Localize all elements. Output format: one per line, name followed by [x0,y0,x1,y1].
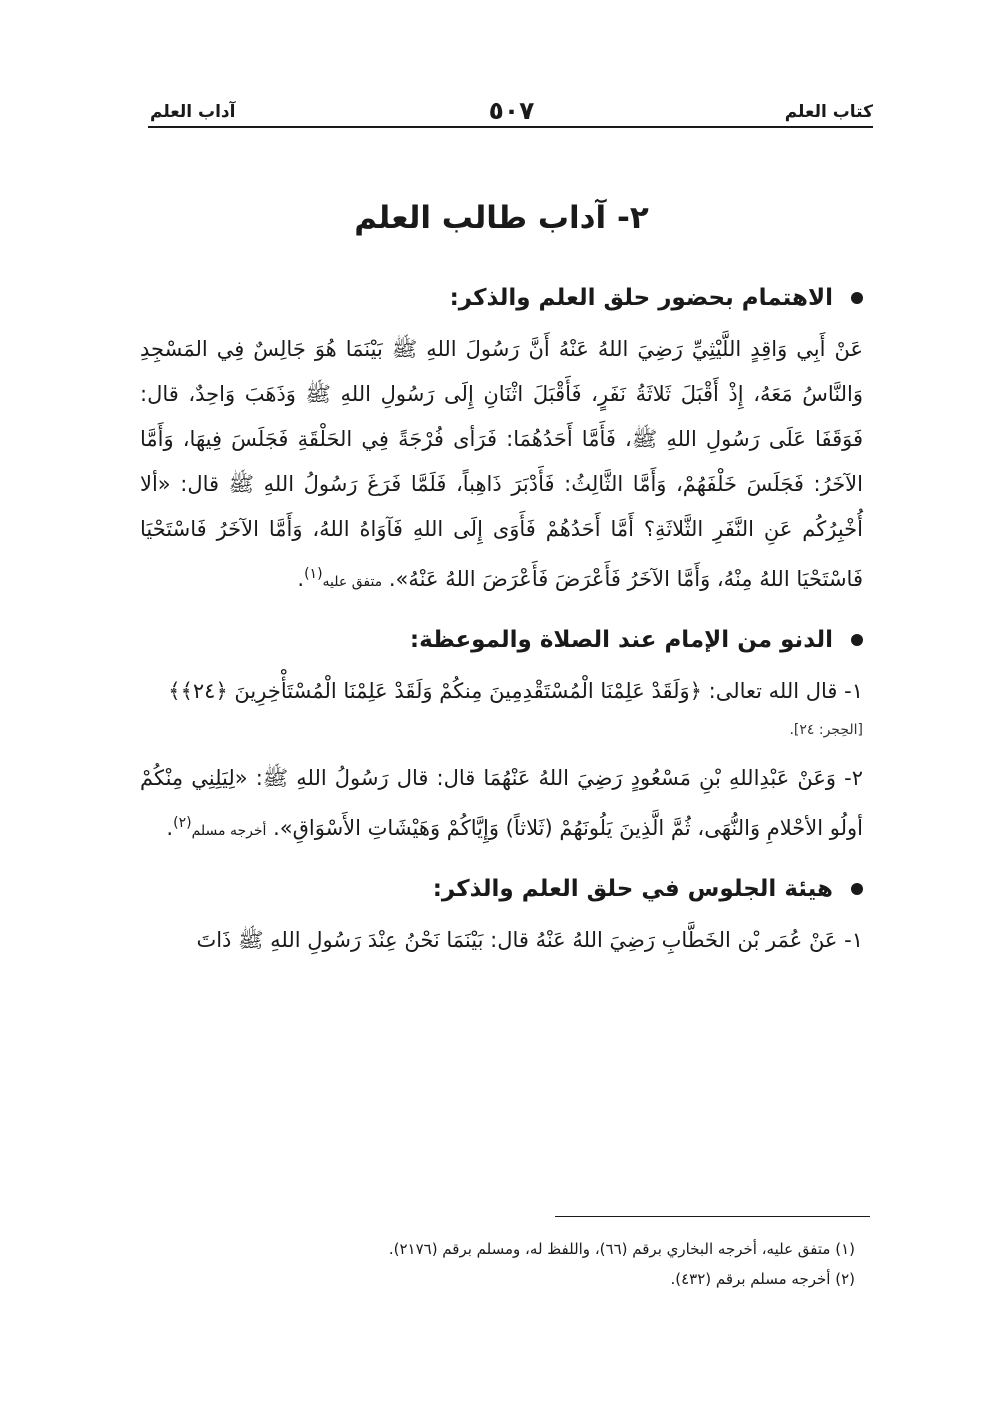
section-heading-text: هيئة الجلوس في حلق العلم والذكر: [432,876,833,902]
page-header [150,96,873,130]
section-heading [140,285,863,311]
chapter-name: آداب العلم [150,102,236,122]
section-heading-text: الدنو من الإمام عند الصلاة والموعظة: [409,627,833,653]
page-title: ٢- آداب طالب العلم [354,200,649,236]
source-note: أخرجه مسلم [191,823,267,839]
main-content [140,285,863,963]
footnote-ref[interactable]: (٢) [173,815,192,831]
book-name: كتاب العلم [784,102,873,122]
footnote: (٢) أخرجه مسلم برقم (٤٣٢). [670,1270,855,1288]
verse-source: [الحِجر: ٢٤]. [789,722,863,738]
bullet-icon [851,883,863,895]
section-heading [140,627,863,653]
footnote-divider [555,1216,870,1217]
header-divider [148,126,873,128]
bullet-icon [851,634,863,646]
hadith-text: ٢- وَعَنْ عَبْدِاللهِ بْنِ مَسْعُودٍ رَضِيَ اللهُ عَنْهُمَا قال: قال رَسُولُ اللهِ ﷺ: «لِيَلِنِي مِنْكُمْ أولُو الأحْلامِ وَالنُّهَى، ثُمَّ الَّذِينَ يَلُونَهُمْ (ثَلاثاً) وَإِيَّاكُمْ وَهَيْشَاتِ الأَسْوَاقِ». [140,766,863,840]
footnote-ref[interactable]: (١) [304,566,323,582]
hadith-paragraph: عَنْ أَبِي وَاقِدٍ اللَّيْثِيِّ رَضِيَ اللهُ عَنْهُ أَنَّ رَسُولَ اللهِ ﷺ بَيْنَمَا هُوَ جَالِسٌ فِي المَسْجِدِ وَالنَّاسُ مَعَهُ، إِذْ أَقْبَلَ ثَلاثَةُ نَفَرٍ، فَأَقْبَلَ اثْنَانِ إِلَى رَسُولِ اللهِ ﷺ وَذَهَبَ وَاحِدٌ، قال: فَوَقَفَا عَلَى رَسُولِ اللهِ ﷺ، فَأَمَّا أَحَدُهُمَا: فَرَأى فُرْجَةً فِي الحَلْقَةِ فَجَلَسَ فِيهَا، وَأَمَّا الآخَرُ: فَجَلَسَ خَلْفَهُمْ، وَأَمَّا الثَّالِثُ: فَأَدْبَرَ ذَاهِباً، فَلَمَّا فَرَغَ رَسُولُ اللهِ ﷺ قال: «ألا أُخْبِرُكُم عَنِ النَّفَرِ الثَّلاثَةِ؟ أَمَّا أَحَدُهُمْ فَأَوَى إِلَى اللهِ فَآوَاهُ اللهُ، وَأَمَّا الآخَرُ فَاسْتَحْيَا فَاسْتَحْيَا اللهُ مِنْهُ، وَأَمَّا الآخَرُ فَأَعْرَضَ فَأَعْرَضَ اللهُ عَنْهُ». متفق عليه$^{(١)}$. [140,337,863,591]
source-note: متفق عليه [322,574,383,590]
page-number: ٥٠٧ [488,96,535,125]
bullet-icon [851,292,863,304]
list-item: ١- عَنْ عُمَر بْن الخَطَّابِ رَضِيَ اللهُ عَنْهُ قال: بَيْنَمَا نَحْنُ عِنْدَ رَسُولِ اللهِ ﷺ ذَاتَ [196,928,863,952]
footnote: (١) متفق عليه، أخرجه البخاري برقم (٦٦)، واللفظ له، ومسلم برقم (٢١٧٦). [388,1240,855,1258]
section-heading [140,876,863,902]
list-item: ١- قال الله تعالى: ﴿وَلَقَدْ عَلِمْنَا الْمُسْتَقْدِمِينَ مِنكُمْ وَلَقَدْ عَلِمْنَا الْمُسْتَأْخِرِينَ ﴿٢٤﴾﴾ [168,679,863,703]
list-item: ٢- وَعَنْ عَبْدِاللهِ بْنِ مَسْعُودٍ رَضِيَ اللهُ عَنْهُمَا قال: قال رَسُولُ اللهِ ﷺ: «لِيَلِنِي مِنْكُمْ أولُو الأحْلامِ وَالنُّهَى، ثُمَّ الَّذِينَ يَلُونَهُمْ (ثَلاثاً) وَإِيَّاكُمْ وَهَيْشَاتِ الأَسْوَاقِ». أخرجه مسلم$^{(٢)}$. [140,766,863,840]
section-heading-text: الاهتمام بحضور حلق العلم والذكر: [449,285,833,311]
hadith-text: عَنْ أَبِي وَاقِدٍ اللَّيْثِيِّ رَضِيَ اللهُ عَنْهُ أَنَّ رَسُولَ اللهِ ﷺ بَيْنَمَا هُوَ جَالِسٌ فِي المَسْجِدِ وَالنَّاسُ مَعَهُ، إِذْ أَقْبَلَ ثَلاثَةُ نَفَرٍ، فَأَقْبَلَ اثْنَانِ إِلَى رَسُولِ اللهِ ﷺ وَذَهَبَ وَاحِدٌ، قال: فَوَقَفَا عَلَى رَسُولِ اللهِ ﷺ، فَأَمَّا أَحَدُهُمَا: فَرَأى فُرْجَةً فِي الحَلْقَةِ فَجَلَسَ فِيهَا، وَأَمَّا الآخَرُ: فَجَلَسَ خَلْفَهُمْ، وَأَمَّا الثَّالِثُ: فَأَدْبَرَ ذَاهِباً، فَلَمَّا فَرَغَ رَسُولُ اللهِ ﷺ قال: «ألا أُخْبِرُكُم عَنِ النَّفَرِ الثَّلاثَةِ؟ أَمَّا أَحَدُهُمْ فَأَوَى إِلَى اللهِ فَآوَاهُ اللهُ، وَأَمَّا الآخَرُ فَاسْتَحْيَا فَاسْتَحْيَا اللهُ مِنْهُ، وَأَمَّا الآخَرُ فَأَعْرَضَ فَأَعْرَضَ اللهُ عَنْهُ». [140,337,863,591]
footnotes [130,1234,855,1294]
